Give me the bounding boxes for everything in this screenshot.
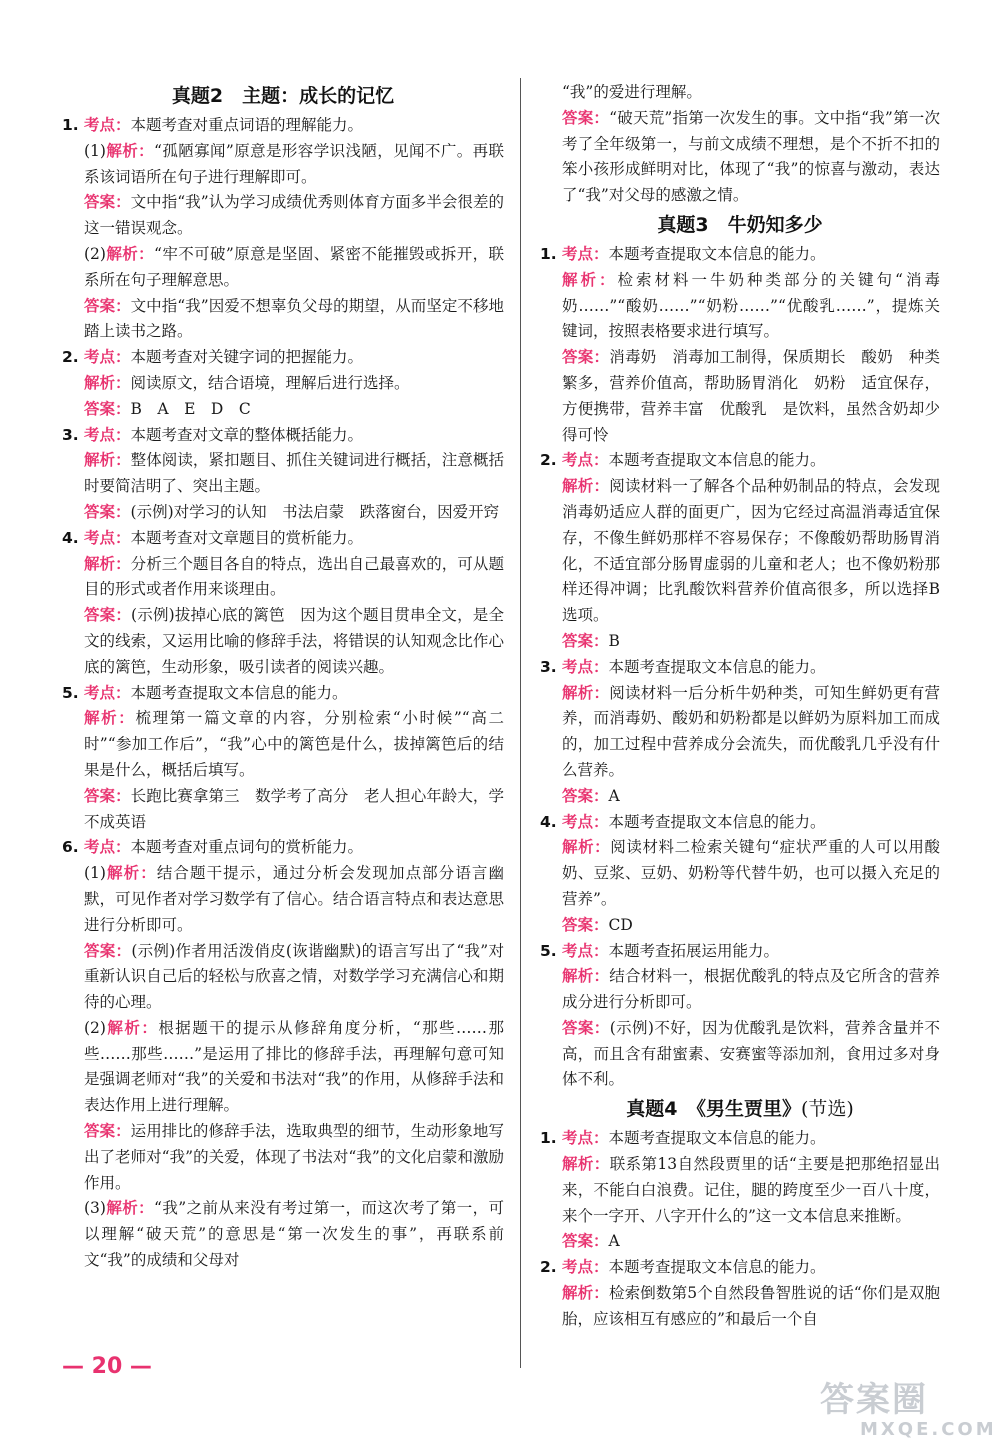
label-kaodian: 考点： xyxy=(84,348,131,367)
sub-label: (2) xyxy=(84,244,106,263)
label-jiexi: 解析： xyxy=(84,554,131,573)
answer-line xyxy=(562,629,940,655)
label-kaodian: 考点： xyxy=(562,941,609,960)
label-kaodian: 考点： xyxy=(84,528,131,547)
question-number: 1. xyxy=(540,244,557,263)
answer-line xyxy=(84,242,504,294)
label-jiexi: 解析： xyxy=(105,864,157,883)
page-number: — 20 — xyxy=(62,1354,152,1379)
line-text: 检索倒数第5个自然段鲁智胜说的话“你们是双胞胎，应该相互有感应的”和最后一个自 xyxy=(562,1284,940,1328)
question-4 xyxy=(540,810,940,939)
line-text: A xyxy=(608,1232,620,1251)
answer-line xyxy=(84,397,504,423)
line-text: 结合材料一，根据优酸乳的特点及它所含的营养成分进行分析即可。 xyxy=(562,967,940,1012)
label-kaodian: 考点： xyxy=(562,1258,609,1277)
question-number: 3. xyxy=(540,657,557,676)
label-jiexi: 解析： xyxy=(562,683,610,702)
answer-line xyxy=(562,810,940,836)
label-daan: 答案： xyxy=(84,1122,131,1141)
answer-line xyxy=(562,1255,940,1281)
label-jiexi: 解析： xyxy=(84,709,136,728)
answer-line xyxy=(562,106,940,209)
line-text: 本题考查提取文本信息的能力。 xyxy=(608,657,826,676)
line-text: “我”之前从来没有考过第一，而这次考了第一，可以理解“破天荒”的意思是“第一次发生的事”，再联系前文“我”的成绩和父母对 xyxy=(84,1199,504,1270)
label-daan: 答案： xyxy=(84,606,132,625)
sub-label: (2) xyxy=(84,1018,106,1037)
answer-line xyxy=(84,139,504,191)
answer-line xyxy=(84,1196,504,1273)
answer-line xyxy=(84,345,504,371)
answer-line xyxy=(84,603,504,680)
section-subnote: (节选) xyxy=(800,1098,854,1121)
line-text: B A E D C xyxy=(130,399,251,418)
question-4 xyxy=(62,526,504,681)
sub-label: (1) xyxy=(84,864,106,883)
question-3 xyxy=(62,423,504,526)
line-text: 分析三个题目各自的特点，选出自己最喜欢的，可从题目的形式或者作用来谈理由。 xyxy=(84,554,504,599)
question-1 xyxy=(540,242,940,448)
section-title: 真题2 主题：成长的记忆 xyxy=(171,85,395,107)
answer-line xyxy=(84,835,504,861)
line-text: 本题考查提取文本信息的能力。 xyxy=(608,812,826,831)
line-text: 梳理第一篇文章的内容，分别检索“小时候”“高二时”“参加工作后”，“我”心中的篱笆是什么，拔掉篱笆后的结果是什么，概括后填写。 xyxy=(84,709,504,779)
question-2 xyxy=(540,1255,940,1332)
answer-line xyxy=(562,1152,940,1229)
line-text: 检索材料一牛奶种类部分的关键句“消毒奶……”“酸奶……”“奶粉……”“优酸乳……”，提炼关键词，按照表格要求进行填写。 xyxy=(562,270,940,341)
answer-line xyxy=(562,242,940,268)
question-3 xyxy=(540,655,940,810)
answer-line xyxy=(562,1016,940,1093)
label-kaodian: 考点： xyxy=(84,838,131,857)
answer-line xyxy=(84,113,504,139)
label-daan: 答案： xyxy=(84,941,132,960)
question-number: 6. xyxy=(62,838,79,857)
line-text: 本题考查拓展运用能力。 xyxy=(608,941,780,960)
label-jiexi: 解析： xyxy=(562,477,610,496)
question-6 xyxy=(62,835,504,1274)
sub-label: (1) xyxy=(84,141,106,160)
question-number: 1. xyxy=(62,116,79,134)
line-text: 整体阅读，紧扣题目、抓住关键词进行概括，注意概括时要简洁明了、突出主题。 xyxy=(84,451,504,496)
question-2 xyxy=(540,448,940,654)
right-column xyxy=(540,80,940,1333)
line-text: “牢不可破”原意是坚固、紧密不能摧毁或拆开，联系所在句子理解意思。 xyxy=(84,244,504,289)
label-kaodian: 考点： xyxy=(84,425,131,444)
label-kaodian: 考点： xyxy=(562,657,609,676)
line-text: “我”的爱进行理解。 xyxy=(562,83,702,101)
line-text: 结合题干提示，通过分析会发现加点部分语言幽默，可见作者对学习数学有了信心。结合语言特点和表达意思进行分析即可。 xyxy=(84,864,504,934)
answer-line xyxy=(562,474,940,629)
question-number: 3. xyxy=(62,425,79,444)
label-kaodian: 考点： xyxy=(562,812,609,831)
answer-line xyxy=(562,1229,940,1255)
label-jiexi: 解析： xyxy=(562,1155,610,1174)
answer-line xyxy=(84,526,504,552)
label-jiexi: 解析： xyxy=(105,1018,159,1037)
label-jiexi: 解析： xyxy=(105,141,155,160)
label-daan: 答案： xyxy=(562,915,609,934)
line-text: 本题考查对重点词语的理解能力。 xyxy=(130,116,364,134)
line-text: (示例)拔掉心底的篱笆 因为这个题目贯串全文，是全文的线索，又运用比喻的修辞手法，将错误的认知观念比作心底的篱笆，生动形象，吸引读者的阅读兴趣。 xyxy=(84,606,504,676)
line-text: 运用排比的修辞手法，选取典型的细节，生动形象地写出了老师对“我”的关爱，体现了书法对“我”的文化启蒙和激励作用。 xyxy=(84,1122,504,1192)
answer-line xyxy=(562,80,940,106)
column-divider xyxy=(520,78,521,1368)
answer-line xyxy=(84,500,504,526)
line-text: 本题考查对关键字词的把握能力。 xyxy=(130,348,364,367)
label-daan: 答案： xyxy=(84,193,131,212)
label-daan: 答案： xyxy=(84,399,131,418)
section-title: 真题4 《男生贾里》(节选) xyxy=(626,1098,854,1121)
label-daan: 答案： xyxy=(84,296,131,315)
sub-label: (3) xyxy=(84,1199,106,1218)
line-text: (示例)作者用活泼俏皮(诙谐幽默)的语言写出了“我”对重新认识自己后的轻松与欣喜之情，对数学学习充满信心和期待的心理。 xyxy=(84,941,504,1012)
watermark-text: 答案圈 xyxy=(820,1380,928,1420)
line-text: 本题考查提取文本信息的能力。 xyxy=(608,451,826,470)
label-daan: 答案： xyxy=(562,631,609,650)
line-text: 阅读原文，结合语境，理解后进行选择。 xyxy=(130,373,410,392)
answer-line xyxy=(84,371,504,397)
question-number: 4. xyxy=(540,812,557,831)
line-text: 阅读材料一了解各个品种奶制品的特点，会发现消毒奶适应人群的面更广，因为它经过高温消毒适宜保存，不像生鲜奶那样不容易保存；不像酸奶帮助肠胃消化，不适宜部分肠胃虚弱的儿童和老人；也不像奶粉那样还得冲调；比乳酸饮料营养价值高很多，所以选择B选项。 xyxy=(562,477,940,625)
line-text: 阅读材料二检索关键句“症状严重的人可以用酸奶、豆浆、豆奶、奶粉等代替牛奶，也可以摄入充足的营养”。 xyxy=(562,838,940,908)
line-text: A xyxy=(608,786,620,805)
question-5 xyxy=(62,681,504,836)
line-text: 本题考查提取文本信息的能力。 xyxy=(130,683,348,702)
line-text: B xyxy=(608,631,620,650)
label-daan: 答案： xyxy=(562,108,610,127)
question-number: 2. xyxy=(540,1258,557,1277)
section-title: 真题3 牛奶知多少 xyxy=(657,213,823,236)
line-text: 阅读材料一后分析牛奶种类，可知生鲜奶更有营养，而消毒奶、酸奶和奶粉都是以鲜奶为原料加工而成的，加工过程中营养成分会流失，而优酸乳几乎没有什么营养。 xyxy=(562,683,940,779)
question-5 xyxy=(540,939,940,1094)
line-text: “孤陋寡闻”原意是形容学识浅陋，见闻不广。再联系该词语所在句子进行理解即可。 xyxy=(84,141,504,186)
question-6-continued xyxy=(540,80,940,209)
line-text: CD xyxy=(608,915,633,934)
label-jiexi: 解析： xyxy=(562,270,618,289)
label-daan: 答案： xyxy=(84,786,131,805)
label-kaodian: 考点： xyxy=(562,1129,609,1148)
answer-line xyxy=(84,1119,504,1196)
line-text: 文中指“我”因爱不想辜负父母的期望，从而坚定不移地踏上读书之路。 xyxy=(84,296,504,341)
answer-line xyxy=(84,448,504,500)
label-jiexi: 解析： xyxy=(562,1284,609,1303)
line-text: 长跑比赛拿第三 数学考了高分 老人担心年龄大，学不成英语 xyxy=(84,786,504,831)
answer-line xyxy=(562,655,940,681)
line-text: (示例)不好，因为优酸乳是饮料，营养含量并不高，而且含有甜蜜素、安赛蜜等添加剂，食用过多对身体不利。 xyxy=(562,1018,940,1089)
answer-line xyxy=(562,939,940,965)
answer-line xyxy=(562,1126,940,1152)
line-text: 消毒奶 消毒加工制得，保质期长 酸奶 种类繁多，营养价值高，帮助肠胃消化 奶粉 适宜保存，方便携带，营养丰富 优酸乳 是饮料，虽然含奶却少得可怜 xyxy=(562,348,940,444)
line-text: 本题考查对重点词句的赏析能力。 xyxy=(130,838,364,857)
line-text: 文中指“我”认为学习成绩优秀则体育方面多半会很差的这一错误观念。 xyxy=(84,193,504,238)
line-text: 本题考查对文章题目的赏析能力。 xyxy=(130,528,364,547)
question-1 xyxy=(540,1126,940,1255)
answer-line xyxy=(84,784,504,836)
answer-line xyxy=(562,345,940,448)
label-jiexi: 解析： xyxy=(105,244,155,263)
answer-line xyxy=(562,1281,940,1333)
label-kaodian: 考点： xyxy=(84,116,131,134)
answer-line xyxy=(562,835,940,912)
label-kaodian: 考点： xyxy=(562,451,609,470)
label-daan: 答案： xyxy=(562,786,609,805)
answer-line xyxy=(84,552,504,604)
answer-line xyxy=(562,268,940,345)
line-text: “破天荒”指第一次发生的事。文中指“我”第一次考了全年级第一，与前文成绩不理想，是个不折不扣的笨小孩形成鲜明对比，体现了“我”的惊喜与激动，表达了“我”对父母的感激之情。 xyxy=(562,108,940,205)
question-1 xyxy=(62,113,504,345)
answer-line xyxy=(84,423,504,449)
line-text: 本题考查对文章的整体概括能力。 xyxy=(130,425,364,444)
question-number: 1. xyxy=(540,1129,557,1148)
line-text: 联系第13自然段贾里的话“主要是把那绝招显出来，不能白白浪费。记住，腿的跨度至少一百八十度，来个一字开、八字开什么的”这一文本信息来推断。 xyxy=(562,1155,940,1225)
question-number: 5. xyxy=(62,683,79,702)
label-kaodian: 考点： xyxy=(84,683,131,702)
answer-line xyxy=(562,448,940,474)
question-number: 5. xyxy=(540,941,557,960)
label-jiexi: 解析： xyxy=(84,373,131,392)
answer-line xyxy=(84,939,504,1016)
label-daan: 答案： xyxy=(84,502,131,521)
left-column xyxy=(62,80,504,1274)
line-text: 本题考查提取文本信息的能力。 xyxy=(608,1258,826,1277)
answer-line xyxy=(84,681,504,707)
label-daan: 答案： xyxy=(562,348,610,367)
label-jiexi: 解析： xyxy=(562,838,611,857)
label-jiexi: 解析： xyxy=(84,451,131,470)
question-2 xyxy=(62,345,504,422)
watermark-url: MXQE.COM xyxy=(860,1419,997,1440)
answer-line xyxy=(84,1016,504,1119)
line-text: (示例)对学习的认知 书法启蒙 跌落窗台，因爱开窍 xyxy=(130,502,500,521)
answer-line xyxy=(562,784,940,810)
label-jiexi: 解析： xyxy=(562,967,610,986)
label-jiexi: 解析： xyxy=(105,1199,155,1218)
answer-line xyxy=(84,294,504,346)
answer-line xyxy=(562,913,940,939)
label-daan: 答案： xyxy=(562,1232,609,1251)
line-text: 本题考查提取文本信息的能力。 xyxy=(608,244,826,263)
question-number: 2. xyxy=(62,348,79,367)
label-kaodian: 考点： xyxy=(562,244,609,263)
answer-line xyxy=(562,964,940,1016)
answer-line xyxy=(84,190,504,242)
line-text: 根据题干的提示从修辞角度分析，“那些……那些……那些……”是运用了排比的修辞手法，再理解句意可知是强调老师对“我”的关爱和书法对“我”的作用，从修辞手法和表达作用上进行理解。 xyxy=(84,1018,504,1115)
question-number: 4. xyxy=(62,528,79,547)
answer-line xyxy=(84,861,504,938)
answer-line xyxy=(562,681,940,784)
label-daan: 答案： xyxy=(562,1018,610,1037)
line-text: 本题考查提取文本信息的能力。 xyxy=(608,1129,826,1148)
answer-line xyxy=(84,706,504,783)
question-number: 2. xyxy=(540,451,557,470)
watermark-logo xyxy=(820,1380,997,1446)
